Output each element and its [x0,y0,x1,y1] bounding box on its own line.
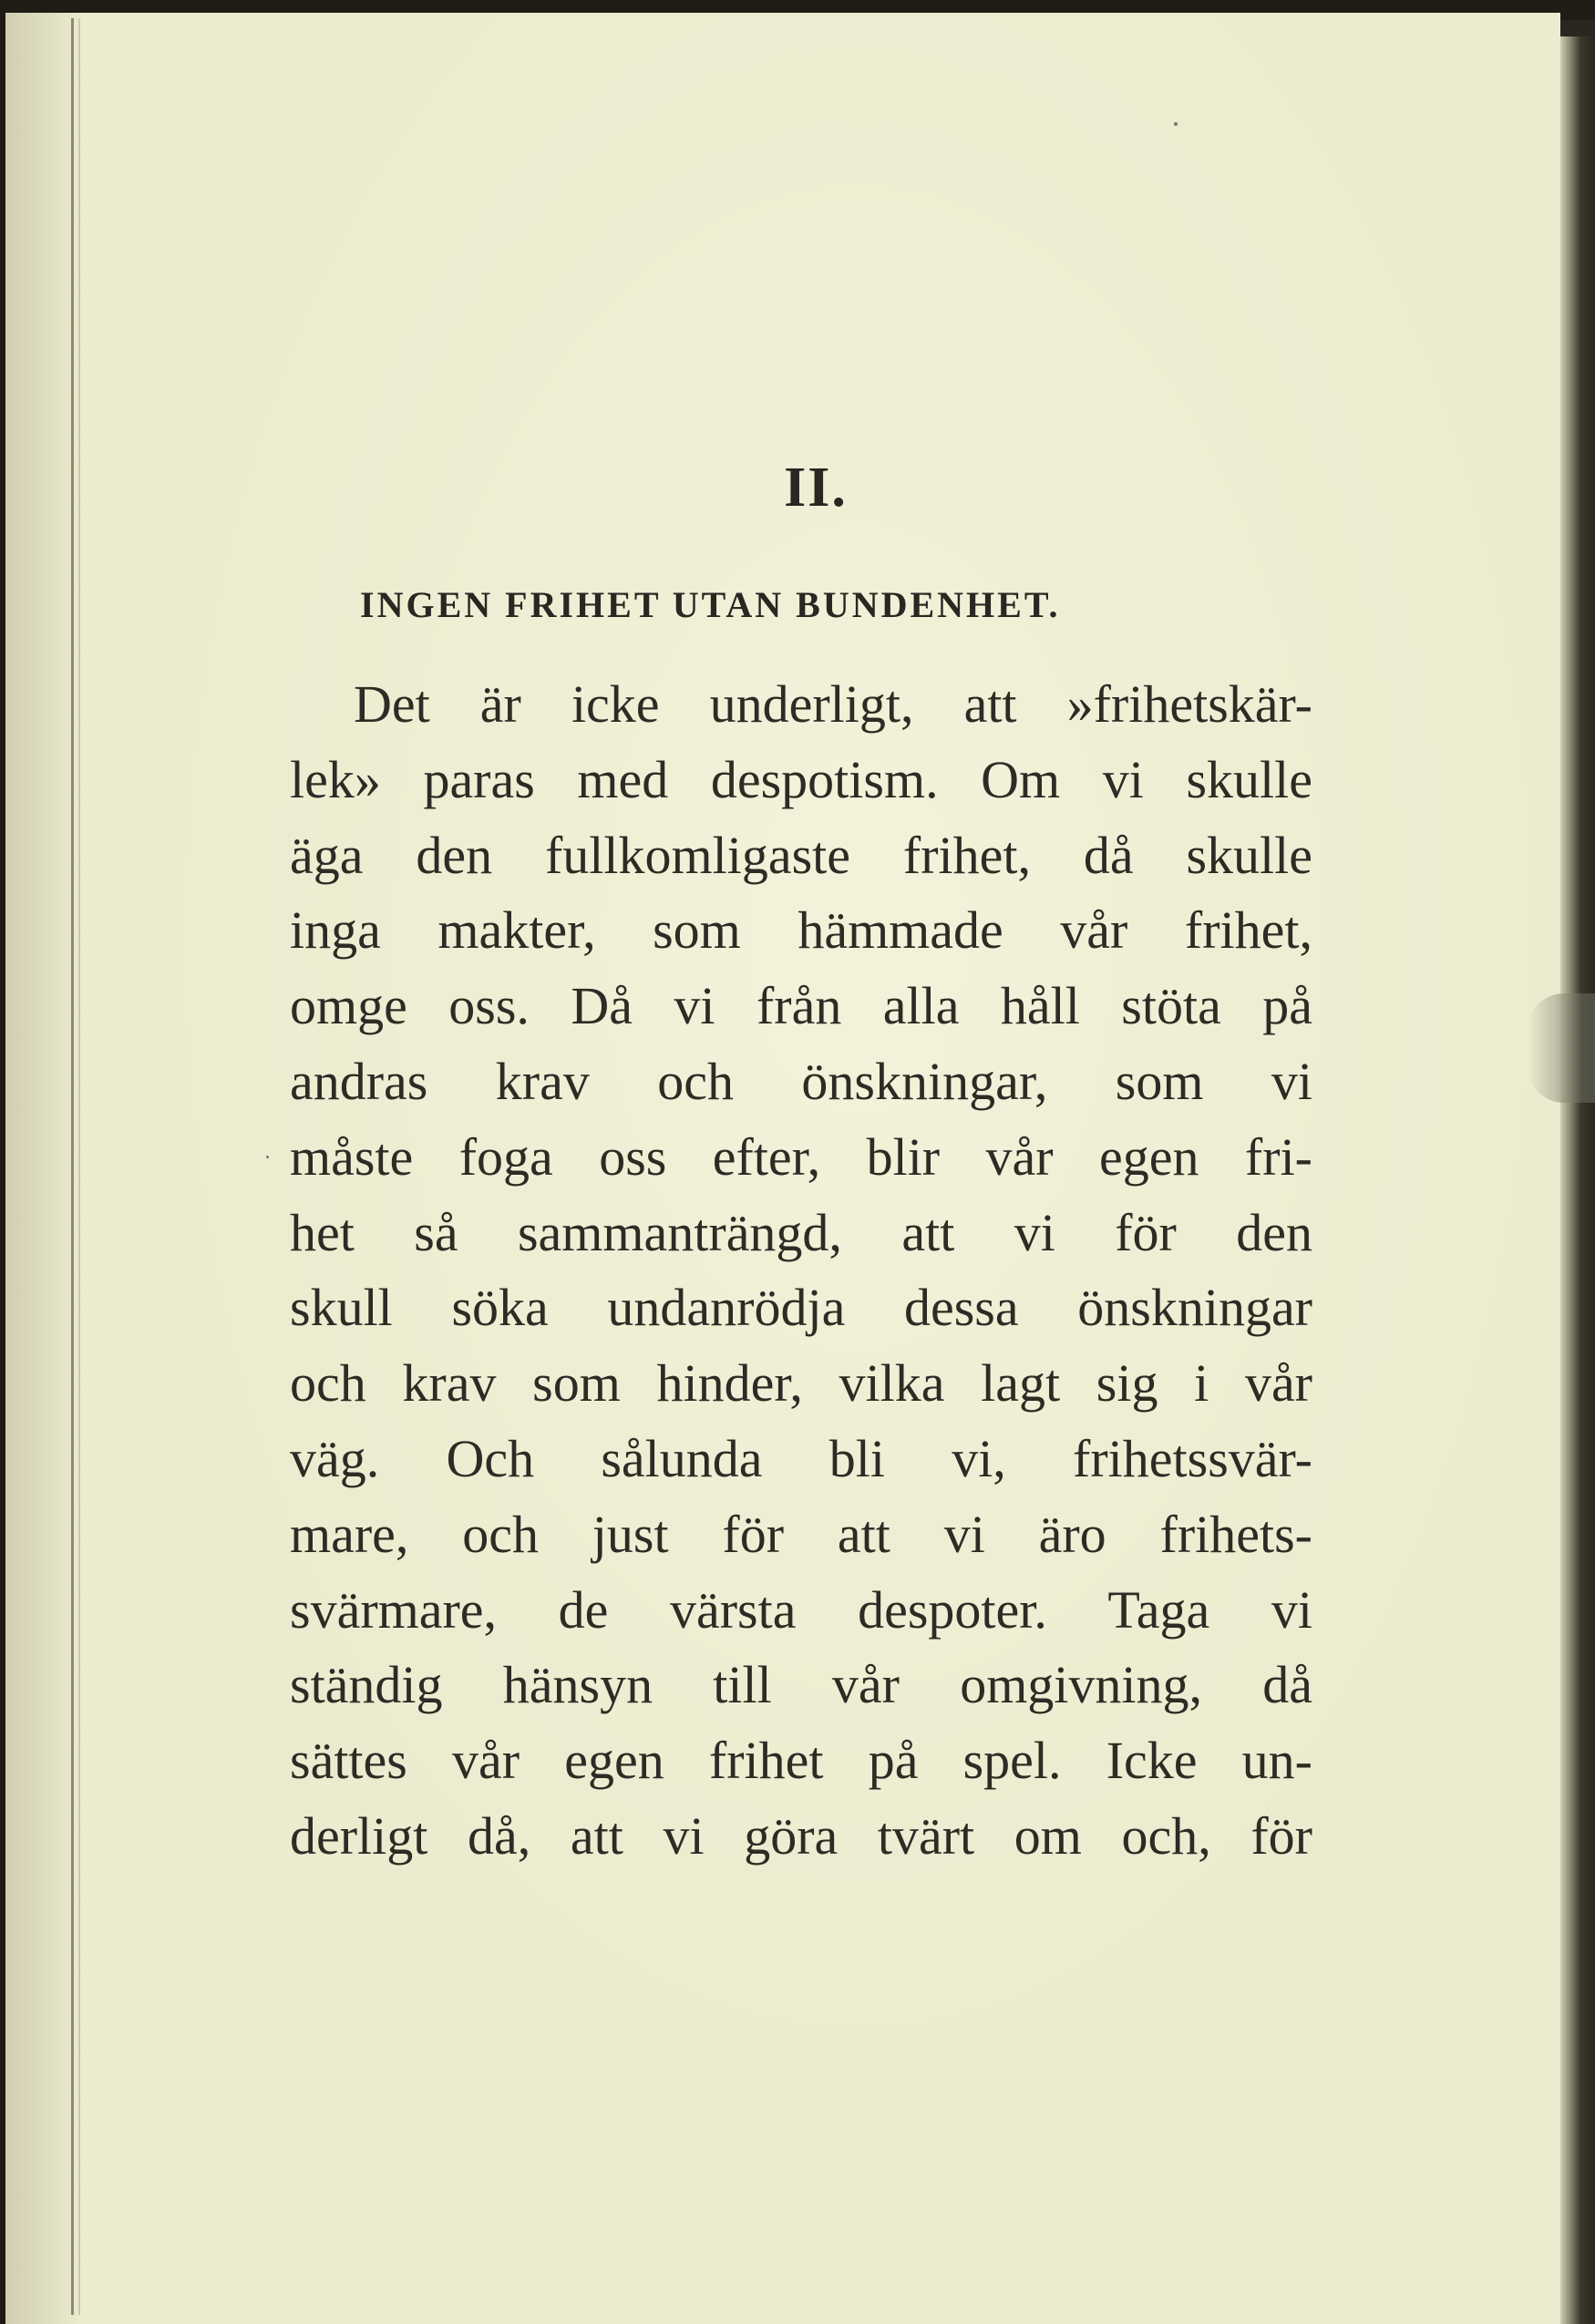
text-line: mare, och just för att vi äro frihets- [290,1504,1312,1564]
text-line: Det är icke underligt, att »frihetskär- [354,674,1312,734]
text-line: måste foga oss efter, blir vår egen fri- [290,1126,1312,1187]
text-line: och krav som hinder, vilka lagt sig i vår [290,1353,1312,1414]
gutter-line [71,18,74,2315]
text-line: äga den fullkomligaste frihet, då skulle [290,825,1312,885]
text-line: sättes vår egen frihet på spel. Icke un- [290,1731,1312,1791]
text-line: derligt då, att vi göra tvärt om och, för [290,1805,1312,1866]
right-page-edge [1560,36,1595,2324]
text-line: inga makter, som hämmade vår frihet, [290,900,1312,961]
paper-speck [1174,122,1178,126]
text-line: andras krav och önskningar, som vi [290,1051,1312,1111]
text-line: het så sammanträngd, att vi för den [290,1202,1312,1262]
text-line: väg. Och sålunda bli vi, frihetssvär- [290,1428,1312,1488]
text-line: skull söka undanrödja dessa önskningar [290,1278,1312,1338]
text-line: ständig hänsyn till vår omgivning, då [290,1655,1312,1715]
gutter-line-secondary [78,18,80,2315]
left-binding-edge [0,0,5,2324]
text-line: lek» paras med despotism. Om vi skulle [290,749,1312,809]
page-tab-marker [1528,993,1595,1103]
chapter-number: II. [784,457,848,519]
text-line: omge oss. Då vi från alla håll stöta på [290,976,1312,1036]
paper-speck [266,1156,269,1158]
chapter-title: INGEN FRIHET UTAN BUNDENHET. [360,584,1061,625]
body-text [290,667,1312,1875]
text-line: svärmare, de värsta despoter. Taga vi [290,1579,1312,1640]
